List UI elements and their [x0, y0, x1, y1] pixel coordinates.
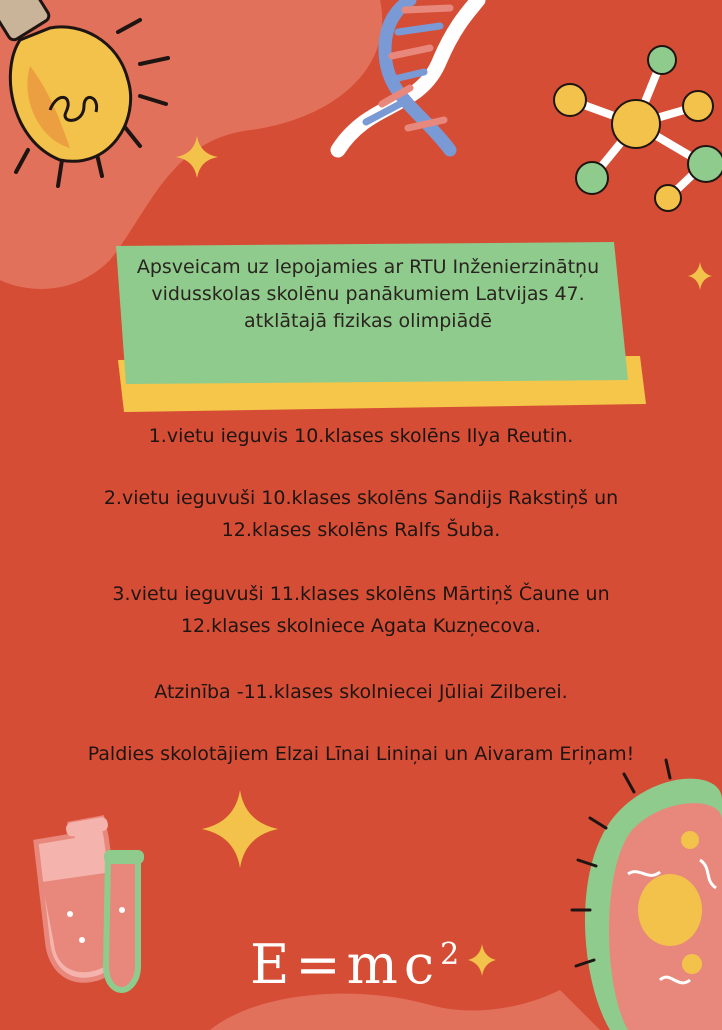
formula — [250, 925, 465, 995]
result-second-place — [0, 482, 722, 546]
result-line: 12.klases skolēns Ralfs Šuba. — [221, 519, 501, 541]
result-third-place — [0, 578, 722, 642]
sparkle-icon — [468, 944, 496, 976]
result-line: Atzinība -11.klases skolniecei Jūliai Zilberei. — [154, 681, 568, 703]
background-blob-bottom — [210, 990, 600, 1030]
result-line: 12.klases skolniece Agata Kuzņecova. — [180, 615, 542, 637]
formula-exponent: 2 — [440, 937, 466, 972]
thanks-text: Paldies skolotājiem Elzai Līnai Liniņai un Aivaram Eriņam! — [87, 743, 635, 765]
result-first-place — [0, 420, 722, 452]
sparkle-icon — [688, 262, 712, 290]
bacterium-icon — [572, 760, 722, 1030]
molecule-icon — [554, 46, 722, 211]
formula-base: E=mc — [250, 933, 441, 996]
result-line: 2.vietu ieguvuši 10.klases skolēns Sandijs Rakstiņš un — [103, 487, 619, 509]
banner-heading: Apsveicam uz lepojamies ar RTU Inženierzinātņu vidusskolas skolēnu panākumiem Latvijas 47. atklātajā fizikas olimpiādē — [136, 256, 600, 332]
sparkle-icon — [202, 790, 278, 868]
test-tube-icon — [104, 850, 144, 990]
result-line: 3.vietu ieguvuši 11.klases skolēns Mārtiņš Čaune un — [112, 583, 610, 605]
result-line: 1.vietu ieguvis 10.klases skolēns Ilya Reutin. — [148, 425, 574, 447]
result-honorable-mention — [0, 676, 722, 708]
